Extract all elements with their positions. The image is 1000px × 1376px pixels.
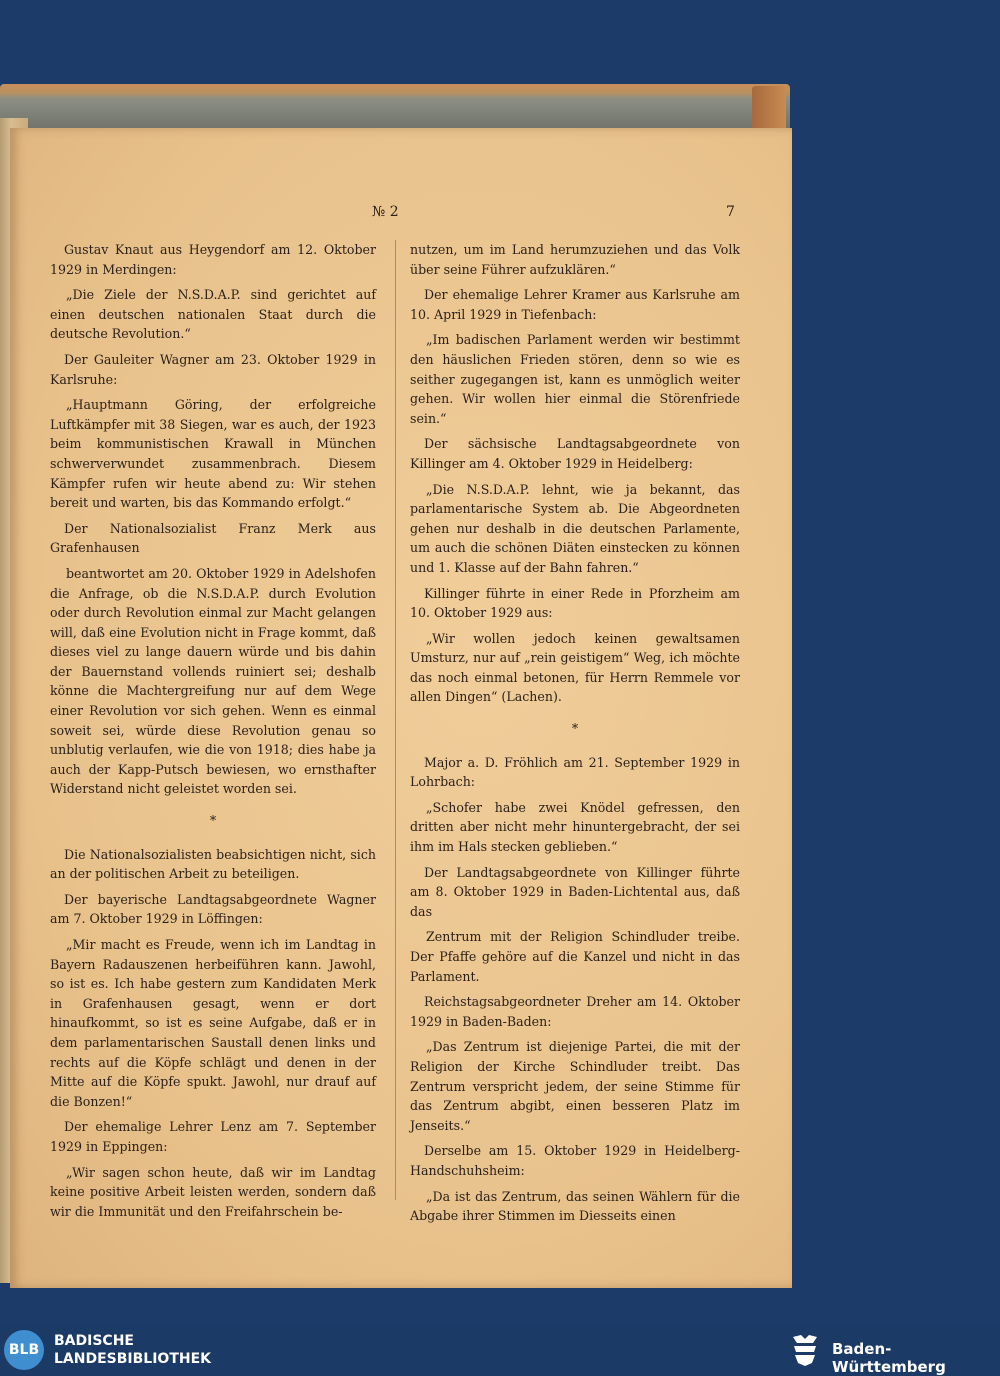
paragraph: Gustav Knaut aus Heygendorf am 12. Oktober 1929 in Merdingen: — [50, 242, 376, 277]
left-text-column — [50, 240, 376, 1227]
paragraph: Der sächsische Landtagsabgeordnete von Killinger am 4. Oktober 1929 in Heidelberg: — [410, 436, 740, 471]
right-text-column — [410, 240, 740, 1232]
paragraph: Der ehemalige Lehrer Kramer aus Karlsruhe am 10. April 1929 in Tiefenbach: — [410, 287, 740, 322]
quote-paragraph: „Die Ziele der N.S.D.A.P. sind gerichtet auf einen deutschen nationalen Staat durch die deutsche Revolution.“ — [50, 287, 376, 342]
library-name-line1: BADISCHE — [54, 1333, 134, 1349]
issue-number: № 2 — [372, 204, 399, 220]
quote-paragraph: „Hauptmann Göring, der erfolgreiche Luftkämpfer mit 38 Siegen, war es auch, der 1923 beim kommunistischen Krawall in München schwerverwundet zusammenbrach. Diesem Kämpfer rufen wir heute abend zu: Wir stehen bereit und warten, bis das Kommando erfolgt.“ — [50, 397, 376, 511]
footer-bar — [0, 1325, 1000, 1376]
paragraph: Reichstagsabgeordneter Dreher am 14. Oktober 1929 in Baden-Baden: — [410, 994, 740, 1029]
paragraph: Der bayerische Landtagsabgeordnete Wagner am 7. Oktober 1929 in Löffingen: — [50, 891, 376, 927]
section-separator: * — [571, 721, 579, 737]
paragraph: Der Nationalsozialist Franz Merk aus Grafenhausen — [50, 520, 376, 556]
paragraph: Derselbe am 15. Oktober 1929 in Heidelberg-Handschuhsheim: — [410, 1143, 740, 1178]
state-name: Baden-Württemberg — [832, 1340, 946, 1376]
section-separator: * — [209, 813, 217, 829]
library-name-line2: LANDESBIBLIOTHEK — [54, 1351, 212, 1367]
paragraph: Zentrum mit der Religion Schindluder treibe. Der Pfaffe gehöre auf die Kanzel und nicht in das Parlament. — [410, 929, 740, 984]
blb-logo[interactable]: BLB — [4, 1330, 44, 1370]
quote-paragraph: „Wir sagen schon heute, daß wir im Landtag keine positive Arbeit leisten werden, sondern daß wir die Immunität und den Freifahrschein be- — [50, 1164, 376, 1219]
quote-paragraph: „Da ist das Zentrum, das seinen Wählern für die Abgabe ihrer Stimmen im Diesseits einen — [410, 1188, 740, 1224]
paragraph: Die Nationalsozialisten beabsichtigen nicht, sich an der politischen Arbeit zu beteiligen. — [50, 846, 376, 882]
paragraph: Der Gauleiter Wagner am 23. Oktober 1929 in Karlsruhe: — [50, 351, 376, 387]
coat-of-arms-icon — [790, 1333, 820, 1367]
quote-paragraph: „Mir macht es Freude, wenn ich im Landtag in Bayern Radauszenen herbeiführen kann. Jawohl, so ist es. Ich habe gestern zum Kandidaten Merk in Grafenhausen gesagt, wenn er dort hinaufkommt, so ist es seine Aufgabe, daß er in dem parlamentarischen Saustall denen links und rechts auf die Köpfe schlägt und denen in der Mitte auf die Köpfe spukt. Jawohl, nur drauf auf die Bonzen!“ — [50, 937, 376, 1109]
quote-paragraph: „Das Zentrum ist diejenige Partei, die mit der Religion der Kirche Schindluder treibt. Das Zentrum verspricht jedem, der seine Stimme für das Zentrum abgibt, einen besseren Platz im Jenseits.“ — [410, 1039, 740, 1133]
paragraph: Killinger führte in einer Rede in Pforzheim am 10. Oktober 1929 aus: — [410, 585, 740, 621]
book-spine-corner — [752, 86, 786, 130]
quote-paragraph: „Wir wollen jedoch keinen gewaltsamen Umsturz, nur auf „rein geistigem“ Weg, ich möchte das noch einmal betonen, für Herrn Remmele vor allen Dingen“ (Lachen). — [410, 630, 740, 705]
column-divider — [395, 240, 396, 1200]
page-number: 7 — [726, 204, 735, 220]
paragraph: Major a. D. Fröhlich am 21. September 1929 in Lohrbach: — [410, 754, 740, 790]
book-page — [10, 128, 792, 1288]
paragraph: Der Landtagsabgeordnete von Killinger führte am 8. Oktober 1929 in Baden-Lichtental aus, daß das — [410, 864, 740, 919]
quote-paragraph: nutzen, um im Land herumzuziehen und das Volk über seine Führer aufzuklären.“ — [410, 242, 740, 277]
paragraph: Der ehemalige Lehrer Lenz am 7. September 1929 in Eppingen: — [50, 1119, 376, 1154]
quote-paragraph: „Schofer habe zwei Knödel gefressen, den dritten aber nicht mehr hinuntergebracht, der sei ihm im Hals stecken geblieben.“ — [410, 799, 740, 855]
book-top-edge — [0, 84, 790, 132]
paragraph: beantwortet am 20. Oktober 1929 in Adelshofen die Anfrage, ob die N.S.D.A.P. durch Evolution oder durch Revolution einmal zur Macht gelangen will, daß eine Evolution nicht in Frage kommt, daß dieses viel zu lange dauern würde und bis dahin der Bauernstand vollends ruiniert sei; deshalb könne die Machtergreifung nur auf dem Wege einer Revolution vor sich gehen. Wenn es einmal soweit sei, würde diese Revolution genau so unblutig verlaufen, wie die von 1918; dies habe ja auch der Kapp-Putsch bewiesen, wo ernsthafter Widerstand nicht geleistet worden sei. — [50, 565, 376, 797]
quote-paragraph: „Im badischen Parlament werden wir bestimmt den häuslichen Frieden stören, denn so wie es seither zugegangen ist, kann es unmöglich weiter gehen. Wir wollen hier einmal die Störenfriede sein.“ — [410, 332, 740, 426]
quote-paragraph: „Die N.S.D.A.P. lehnt, wie ja bekannt, das parlamentarische System ab. Die Abgeordneten gehen nur deshalb in die deutschen Parlamente, um auch die schönen Diäten einstecken zu können und 1. Klasse auf der Bahn fahren.“ — [410, 481, 740, 575]
